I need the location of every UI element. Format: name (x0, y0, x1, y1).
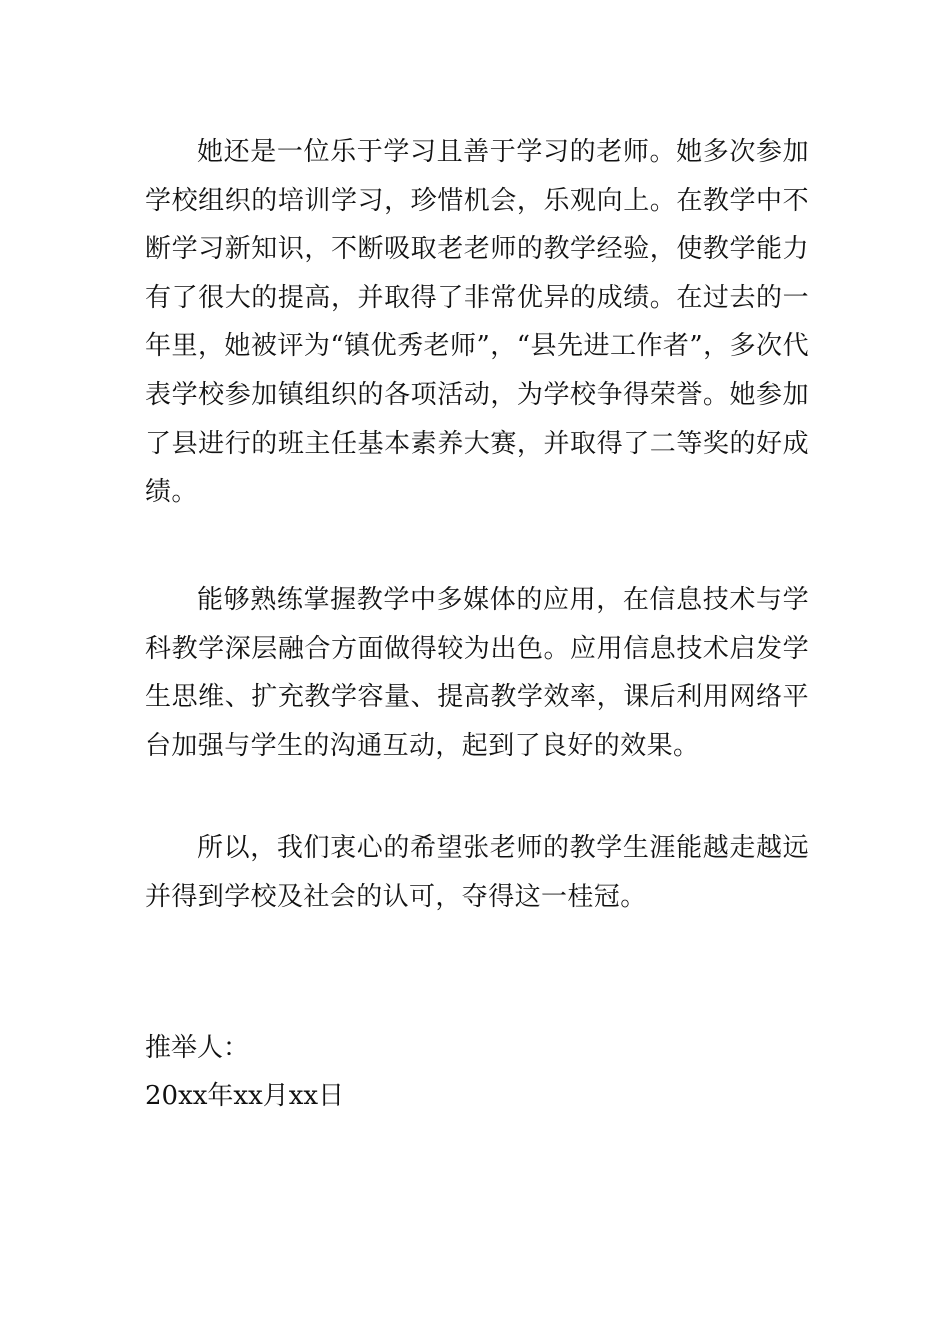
recommender-label: 推举人： (145, 1033, 250, 1063)
paragraph-conclusion: 所以，我们衷心的希望张老师的教学生涯能越走越远并得到学校及社会的认可，夺得这一桂冠。 (145, 833, 809, 912)
paragraph-learning: 她还是一位乐于学习且善于学习的老师。她多次参加学校组织的培训学习，珍惜机会，乐观向上。在教学中不断学习新知识，不断吸取老老师的教学经验，使教学能力有了很大的提高，并取得了非常优异的成绩。在过去的一年里，她被评为“镇优秀老师”，“县先进工作者”，多次代表学校参加镇组织的各项活动，为学校争得荣誉。她参加了县进行的班主任基本素养大赛，并取得了二等奖的好成绩。 (145, 137, 809, 508)
paragraph-multimedia: 能够熟练掌握教学中多媒体的应用，在信息技术与学科教学深层融合方面做得较为出色。应用信息技术启发学生思维、扩充教学容量、提高教学效率，课后利用网络平台加强与学生的沟通互动，起到了良好的效果。 (145, 585, 809, 761)
signature-date: 20xx年xx月xx日 (145, 1081, 345, 1111)
